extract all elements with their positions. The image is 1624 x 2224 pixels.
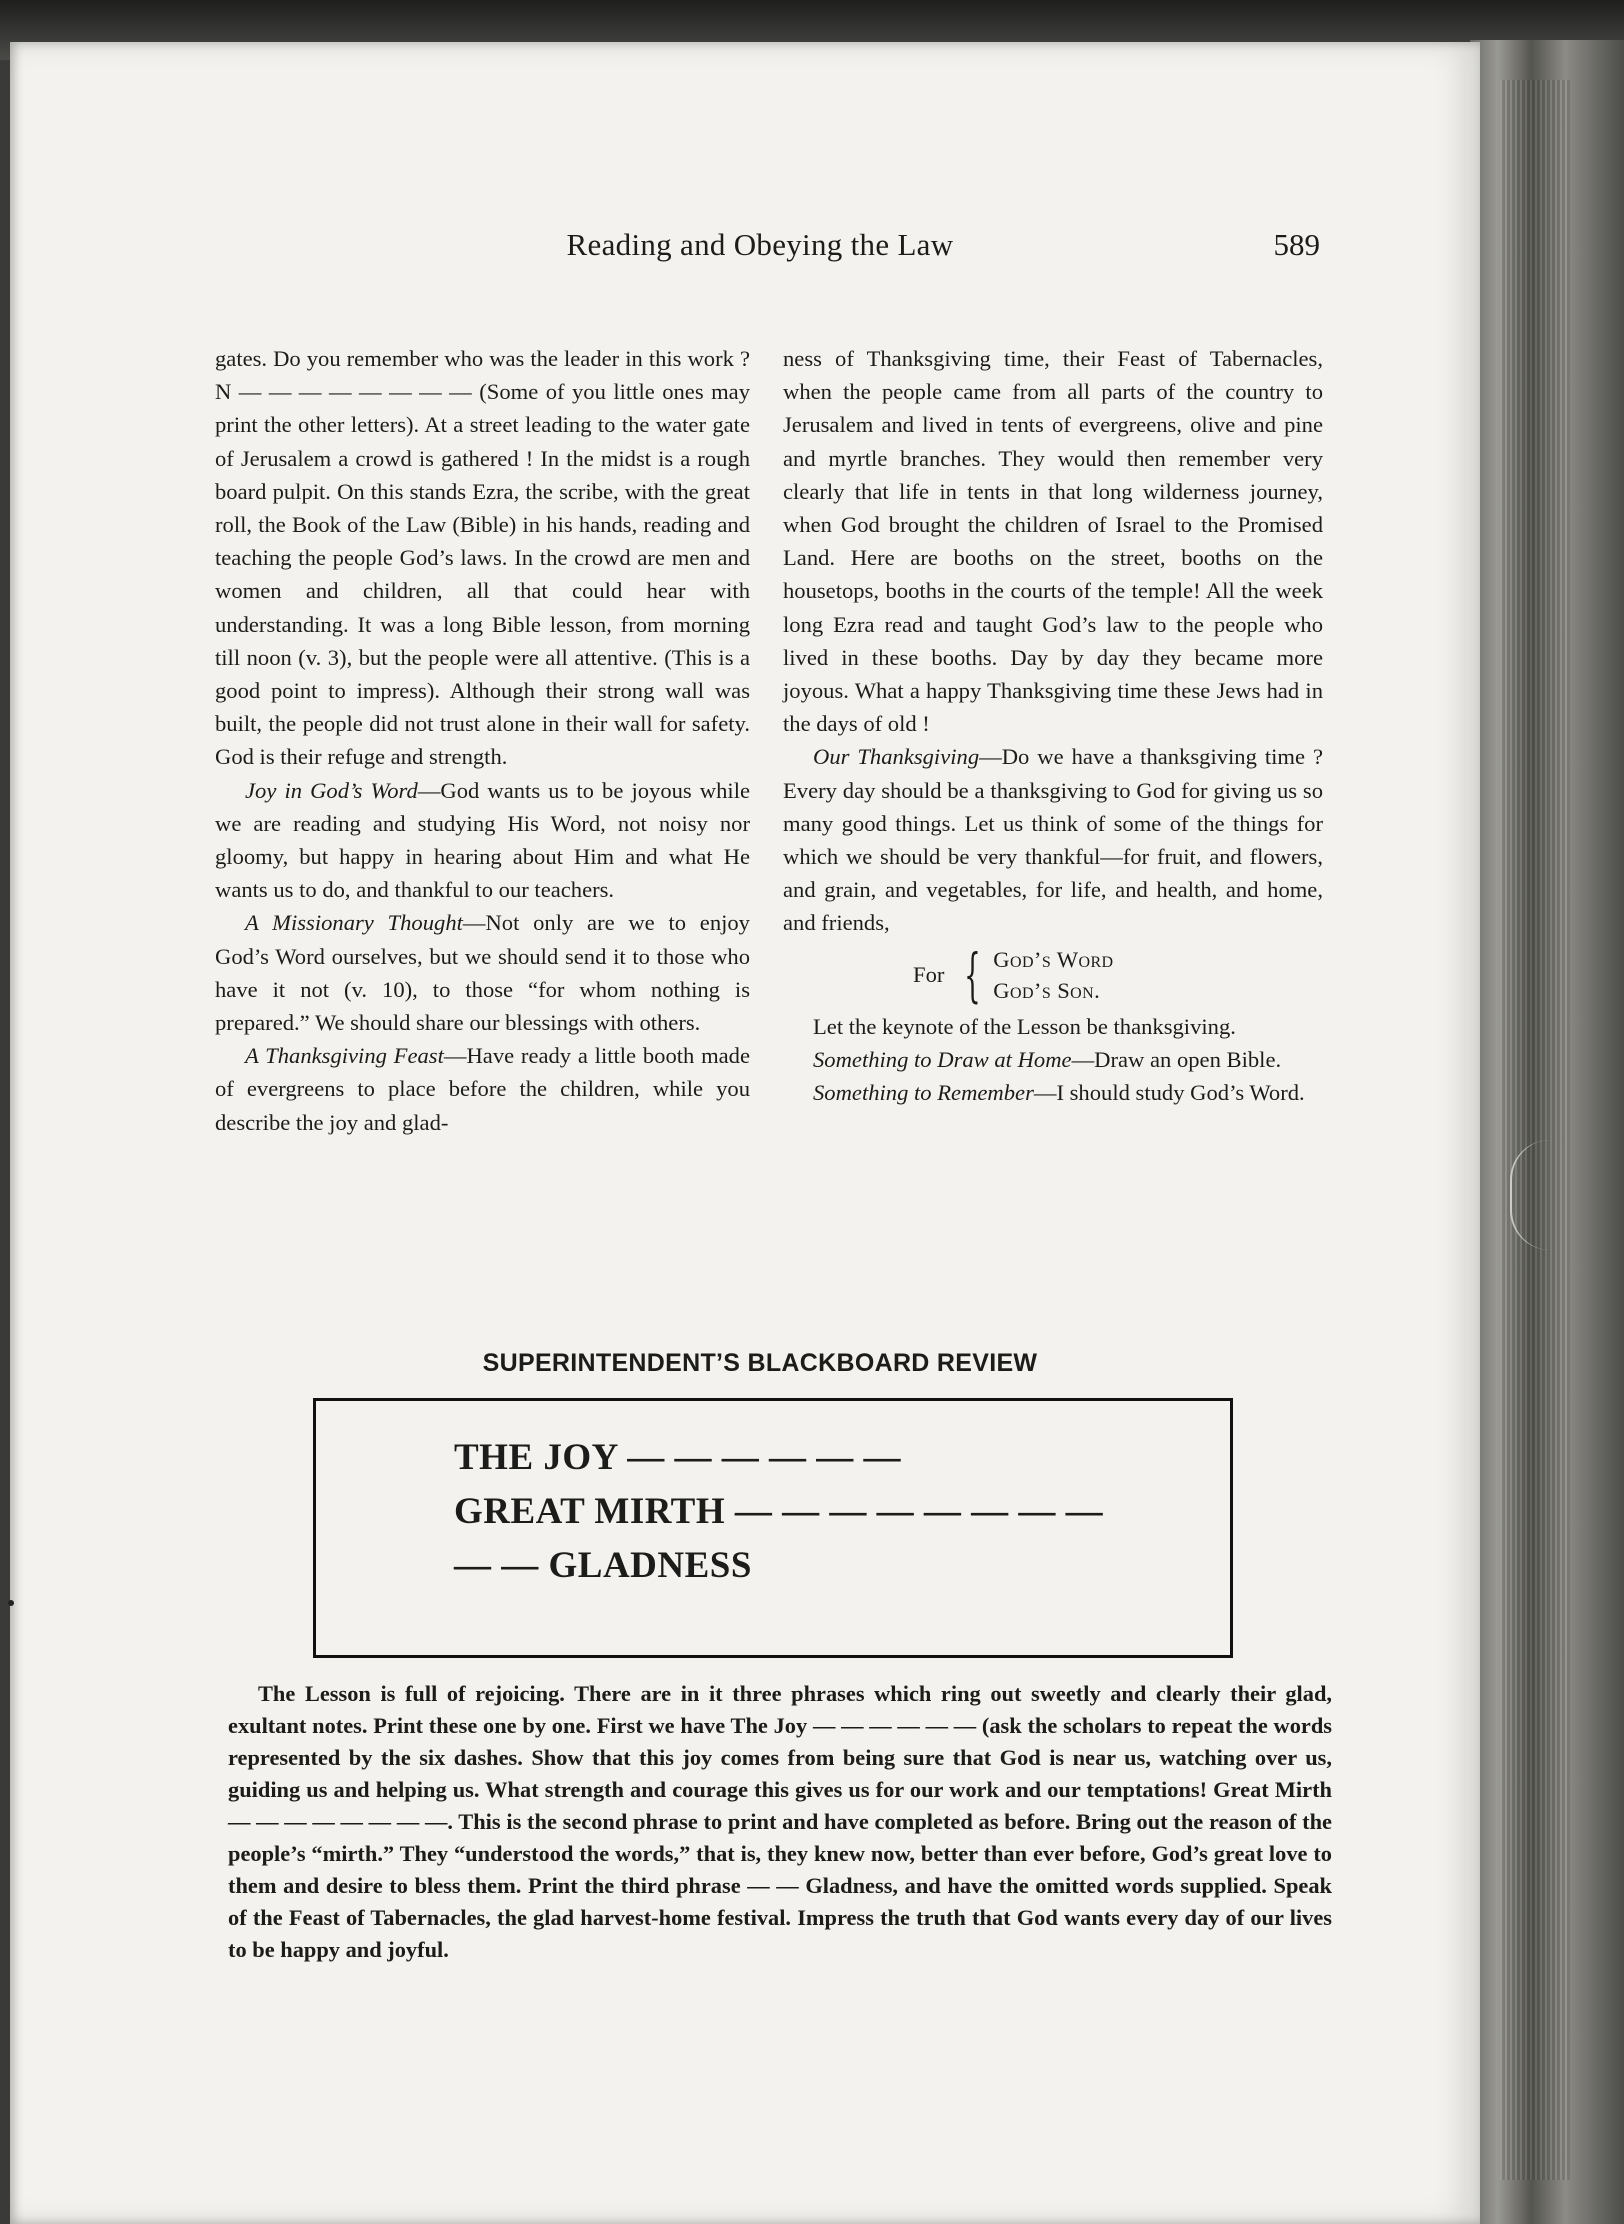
paragraph-text: Not only are we to enjoy God’s Word ourselves, but we should send it to those who have it not (v. 10), to those “for whom nothing is prepared.” We should share our blessings with others. — [215, 910, 750, 1036]
page-number: 589 — [1273, 227, 1320, 262]
paragraph-heading: Something to Remember — [813, 1080, 1034, 1106]
paragraph-heading: Joy in God’s Word — [245, 777, 418, 803]
for-list — [913, 942, 1323, 1008]
for-item: God’s Son. — [993, 977, 1101, 1003]
page-edge-texture — [1500, 80, 1570, 2180]
blackboard-line: THE JOY — — — — — — — [454, 1437, 902, 1478]
review-paragraph: The Lesson is full of rejoicing. There are in it three phrases which ring out sweetly and clearly their glad, exultant notes. Print these one by one. First we have The Joy — — — — — — (ask the scholars to repeat the words represented by the six dashes. Show that this joy comes from being sure that God is near us, watching over us, guiding us and helping us. What strength and courage this gives us for our work and our temptations! Great Mirth — — — — — — — —. This is the second phrase to print and have completed as before. Bring out the reason of the people’s “mirth.” They “understood the words,” that is, they knew now, better than ever before, God’s great love to them and desire to bless them. Print the third phrase — — Gladness, and have the omitted words supplied. Speak of the Feast of Tabernacles, the glad harvest-home festival. Impress the truth that God wants every day of our lives to be happy and joyful. — [228, 1681, 1332, 1962]
running-title: Reading and Obeying the Law — [566, 227, 954, 262]
paragraph: Something to Draw at Home—Draw an open Bible. — [813, 1046, 1282, 1072]
paragraph: Joy in God’s Word—God wants us to be joyous while we are reading and studying His Word, not noisy nor gloomy, but happy in hearing about Him and what He wants us to do, and thankful to our teachers. — [215, 777, 750, 903]
paragraph: Something to Remember—I should study God’s Word. — [813, 1080, 1305, 1106]
blackboard-line: GREAT MIRTH — — — — — — — — — [454, 1491, 1104, 1532]
blackboard-box — [313, 1398, 1233, 1658]
paragraph-heading: Our Thanksgiving — [813, 744, 980, 770]
paragraph-heading: A Thanksgiving Feast — [245, 1043, 444, 1069]
paragraph-heading: A Missionary Thought — [245, 910, 463, 936]
paragraph-text: God wants us to be joyous while we are reading and studying His Word, not noisy nor gloomy, but happy in hearing about Him and what He wants us to do, and thankful to our teachers. — [215, 777, 750, 903]
running-head — [200, 227, 1320, 277]
for-label: For — [913, 962, 945, 988]
blackboard-line: — — GLADNESS — [454, 1545, 752, 1586]
left-column — [215, 342, 750, 1139]
right-column — [783, 342, 1323, 1109]
paragraph: Our Thanksgiving—Do we have a thanksgiving time ? Every day should be a thanksgiving to God for giving us so many good things. Let us think of some of the things for which we should be very thankful—for fruit, and flowers, and grain, and vegetables, for life, and health, and home, and friends, — [783, 744, 1323, 936]
for-item: God’s Word — [993, 946, 1114, 972]
paragraph: A Thanksgiving Feast—Have ready a little booth made of evergreens to place before the children, while you describe the joy and glad- — [215, 1043, 751, 1135]
paragraph-heading: Something to Draw at Home — [813, 1046, 1072, 1072]
paragraph-text: Draw an open Bible. — [1094, 1046, 1282, 1072]
paragraph-text: I should study God’s Word. — [1056, 1080, 1305, 1106]
paragraph: Let the keynote of the Lesson be thanksgiving. — [813, 1013, 1236, 1039]
book-page — [10, 42, 1480, 2224]
paragraph-text: Have ready a little booth made of evergreens to place before the children, while you describe the joy and glad- — [215, 1043, 751, 1135]
paragraph: gates. Do you remember who was the leader in this work ? N — — — — — — — — (Some of you little ones may print the other letters). At a street leading to the water gate of Jerusalem a crowd is gathered ! In the midst is a rough board pulpit. On this stands Ezra, the scribe, with the great roll, the Book of the Law (Bible) in his hands, reading and teaching the people God’s laws. In the crowd are men and women and children, all that could hear with understanding. It was a long Bible lesson, from morning till noon (v. 3), but the people were all attentive. (This is a good point to impress). Although their strong wall was built, the people did not trust alone in their wall for safety. God is their refuge and strength. — [215, 346, 750, 770]
brace-glyph: { — [964, 940, 982, 1009]
paragraph: A Missionary Thought—Not only are we to enjoy God’s Word ourselves, but we should send it to those who have it not (v. 10), to those “for whom nothing is prepared.” We should share our blessings with others. — [215, 910, 750, 1036]
for-items — [993, 944, 1113, 1006]
paragraph: ness of Thanksgiving time, their Feast of Tabernacles, when the people came from all parts of the country to Jerusalem and lived in tents of evergreens, olive and pine and myrtle branches. They would then remember very clearly that life in tents in that long wilderness journey, when God brought the children of Israel to the Promised Land. Here are booths on the street, booths on the housetops, booths in the courts of the temple! All the week long Ezra read and taught God’s law to the people who lived in these booths. Day by day they became more joyous. What a happy Thanksgiving time these Jews had in the days of old ! — [783, 346, 1323, 737]
margin-mark — [8, 1600, 14, 1606]
paragraph-text: Do we have a thanksgiving time ? Every day should be a thanksgiving to God for giving us so many good things. Let us think of some of the things for which we should be very thankful—for fruit, and flowers, and grain, and vegetables, for life, and health, and home, and friends, — [783, 744, 1323, 936]
review-heading: SUPERINTENDENT’S BLACKBOARD REVIEW — [482, 1349, 1038, 1377]
review-body — [228, 1678, 1332, 1966]
